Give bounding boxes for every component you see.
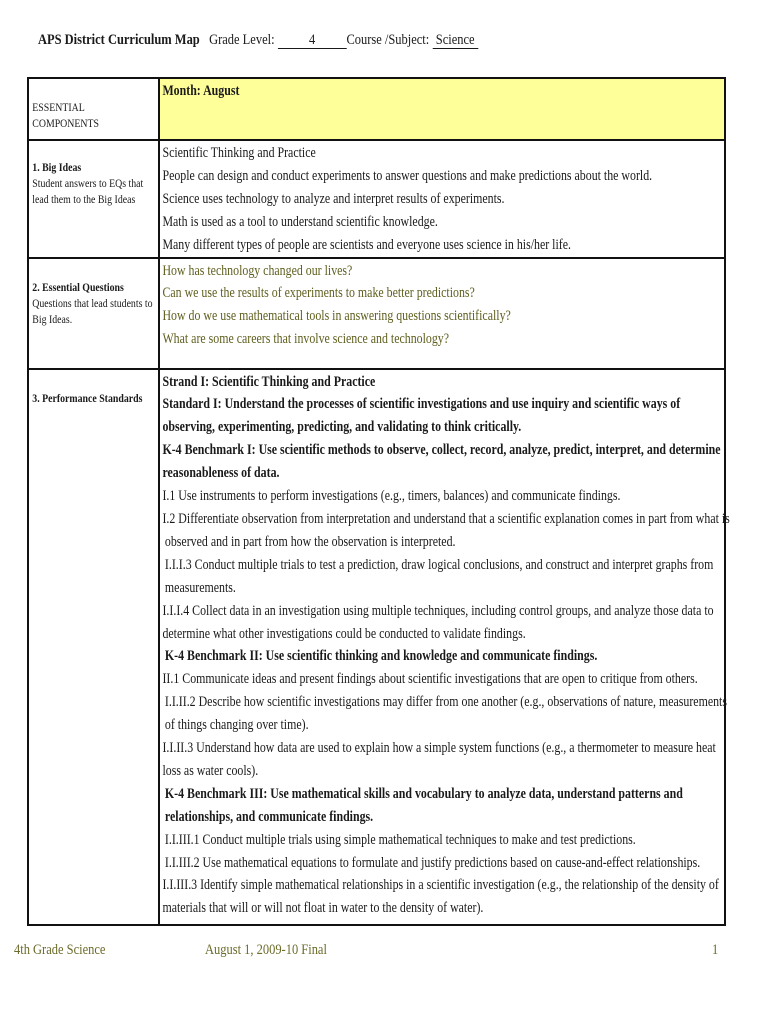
- essential-components-cell: [28, 78, 159, 140]
- standard-heading: Standard I: Understand the processes of scientific investigations and use inquiry and scientific ways of: [162, 396, 681, 413]
- big-ideas-label: 1. Big Ideas: [32, 160, 82, 174]
- footer-course: 4th Grade Science: [14, 942, 106, 958]
- performance-standards-label-cell: [28, 369, 159, 925]
- performance-standard-item: I.I.II.3 Understand how data are used to explain how a simple system functions (e.g., a thermometer to measure heat: [162, 740, 716, 757]
- essential-question-line: How do we use mathematical tools in answering questions scientifically?: [162, 308, 511, 325]
- footer-date: August 1, 2009-10 Final: [205, 942, 327, 958]
- performance-standard-item: I.I.III.3 Identify simple mathematical relationships in a scientific investigation (e.g., the relationship of the density of: [162, 877, 719, 894]
- essential-question-line: What are some careers that involve science and technology?: [162, 331, 450, 348]
- performance-standard-item: I.I.II.2 Describe how scientific investigations may differ from one another (e.g., observations of nature, measurements: [164, 694, 727, 711]
- big-idea-line: Science uses technology to analyze and interpret results of experiments.: [162, 190, 505, 207]
- benchmark-heading-cont: reasonableness of data.: [162, 465, 280, 482]
- table-row-big-ideas: [28, 140, 725, 258]
- document-title: APS District Curriculum Map: [38, 32, 200, 48]
- curriculum-map-table: [27, 77, 730, 926]
- performance-standards-content-cell: [159, 369, 730, 925]
- month-cell: [159, 78, 725, 140]
- performance-standard-item-cont: loss as water cools).: [162, 762, 259, 779]
- table-row-essential-questions: [28, 258, 725, 369]
- big-ideas-label-cell: [28, 140, 159, 258]
- footer-page-number: 1: [712, 942, 719, 958]
- grade-level-value: 4: [278, 33, 347, 49]
- essential-questions-description: Questions that lead students to: [32, 295, 153, 310]
- big-ideas-description: Student answers to EQs that: [32, 176, 144, 190]
- performance-standard-item: I.1 Use instruments to perform investigations (e.g., timers, balances) and communicate findings.: [162, 488, 621, 505]
- grade-level-label: Grade Level:: [209, 32, 275, 48]
- essential-questions-label: 2. Essential Questions: [32, 279, 124, 294]
- performance-standard-item-cont: determine what other investigations could be conducted to validate findings.: [162, 625, 526, 642]
- performance-standard-item-cont: materials that will or will not float in water to the density of water).: [162, 900, 484, 917]
- essential-components-heading: ESSENTIAL: [32, 100, 85, 114]
- essential-question-line: Can we use the results of experiments to make better predictions?: [162, 285, 475, 302]
- subject-value: Science: [432, 33, 478, 49]
- essential-questions-content-cell: [159, 258, 725, 369]
- performance-standard-item-cont: of things changing over time).: [164, 717, 309, 734]
- performance-standard-item-cont: observed and in part from how the observation is interpreted.: [164, 533, 456, 550]
- performance-standard-item: I.I.III.1 Conduct multiple trials using simple mathematical techniques to make and test predictions.: [164, 831, 636, 848]
- big-idea-line: Scientific Thinking and Practice: [162, 145, 316, 161]
- table-row-performance-standards: [28, 369, 725, 925]
- performance-standard-item: I.I.III.2 Use mathematical equations to formulate and justify predictions based on cause-and-effect relationships.: [164, 854, 701, 871]
- essential-question-line: How has technology changed our lives?: [162, 262, 353, 279]
- essential-questions-label-cell: [28, 258, 159, 369]
- performance-standard-item: I.I.I.4 Collect data in an investigation using multiple techniques, including control groups, and analyze those data to: [162, 602, 714, 619]
- performance-standard-item-cont: measurements.: [164, 579, 236, 596]
- performance-standard-item: I.I.I.3 Conduct multiple trials to test a prediction, draw logical conclusions, and construct and interpret graphs from: [164, 556, 714, 573]
- benchmark-heading-cont: relationships, and communicate findings.: [164, 808, 374, 825]
- strand-heading: Strand I: Scientific Thinking and Practice: [162, 373, 376, 390]
- performance-standards-label: 3. Performance Standards: [32, 390, 143, 405]
- month-label: Month: August: [162, 83, 240, 99]
- performance-standard-item: II.1 Communicate ideas and present findings about scientific investigations that are open to critique from others.: [162, 671, 698, 688]
- big-idea-line: Many different types of people are scientists and everyone uses science in his/her life.: [162, 236, 571, 253]
- big-ideas-description-2: lead them to the Big Ideas: [32, 192, 136, 206]
- table-row-month: [28, 78, 725, 140]
- performance-standard-item: I.2 Differentiate observation from interpretation and understand that a scientific explanation comes in part from what is: [162, 510, 730, 527]
- subject-label: Course /Subject:: [346, 32, 430, 48]
- essential-components-heading-2: COMPONENTS: [32, 116, 99, 130]
- benchmark-heading: K-4 Benchmark III: Use mathematical skills and vocabulary to analyze data, understand patterns and: [164, 785, 683, 802]
- standard-heading-cont: observing, experimenting, predicting, and validating to think critically.: [162, 419, 522, 436]
- big-ideas-content-cell: [159, 140, 725, 258]
- benchmark-heading: K-4 Benchmark II: Use scientific thinking and knowledge and communicate findings.: [164, 648, 598, 665]
- big-idea-line: People can design and conduct experiments to answer questions and make predictions about the world.: [162, 167, 653, 184]
- benchmark-heading: K-4 Benchmark I: Use scientific methods to observe, collect, record, analyze, predict, interpret, and determine: [162, 442, 721, 459]
- big-idea-line: Math is used as a tool to understand scientific knowledge.: [162, 213, 438, 230]
- document-header: [38, 32, 478, 49]
- essential-questions-description-2: Big Ideas.: [32, 311, 73, 326]
